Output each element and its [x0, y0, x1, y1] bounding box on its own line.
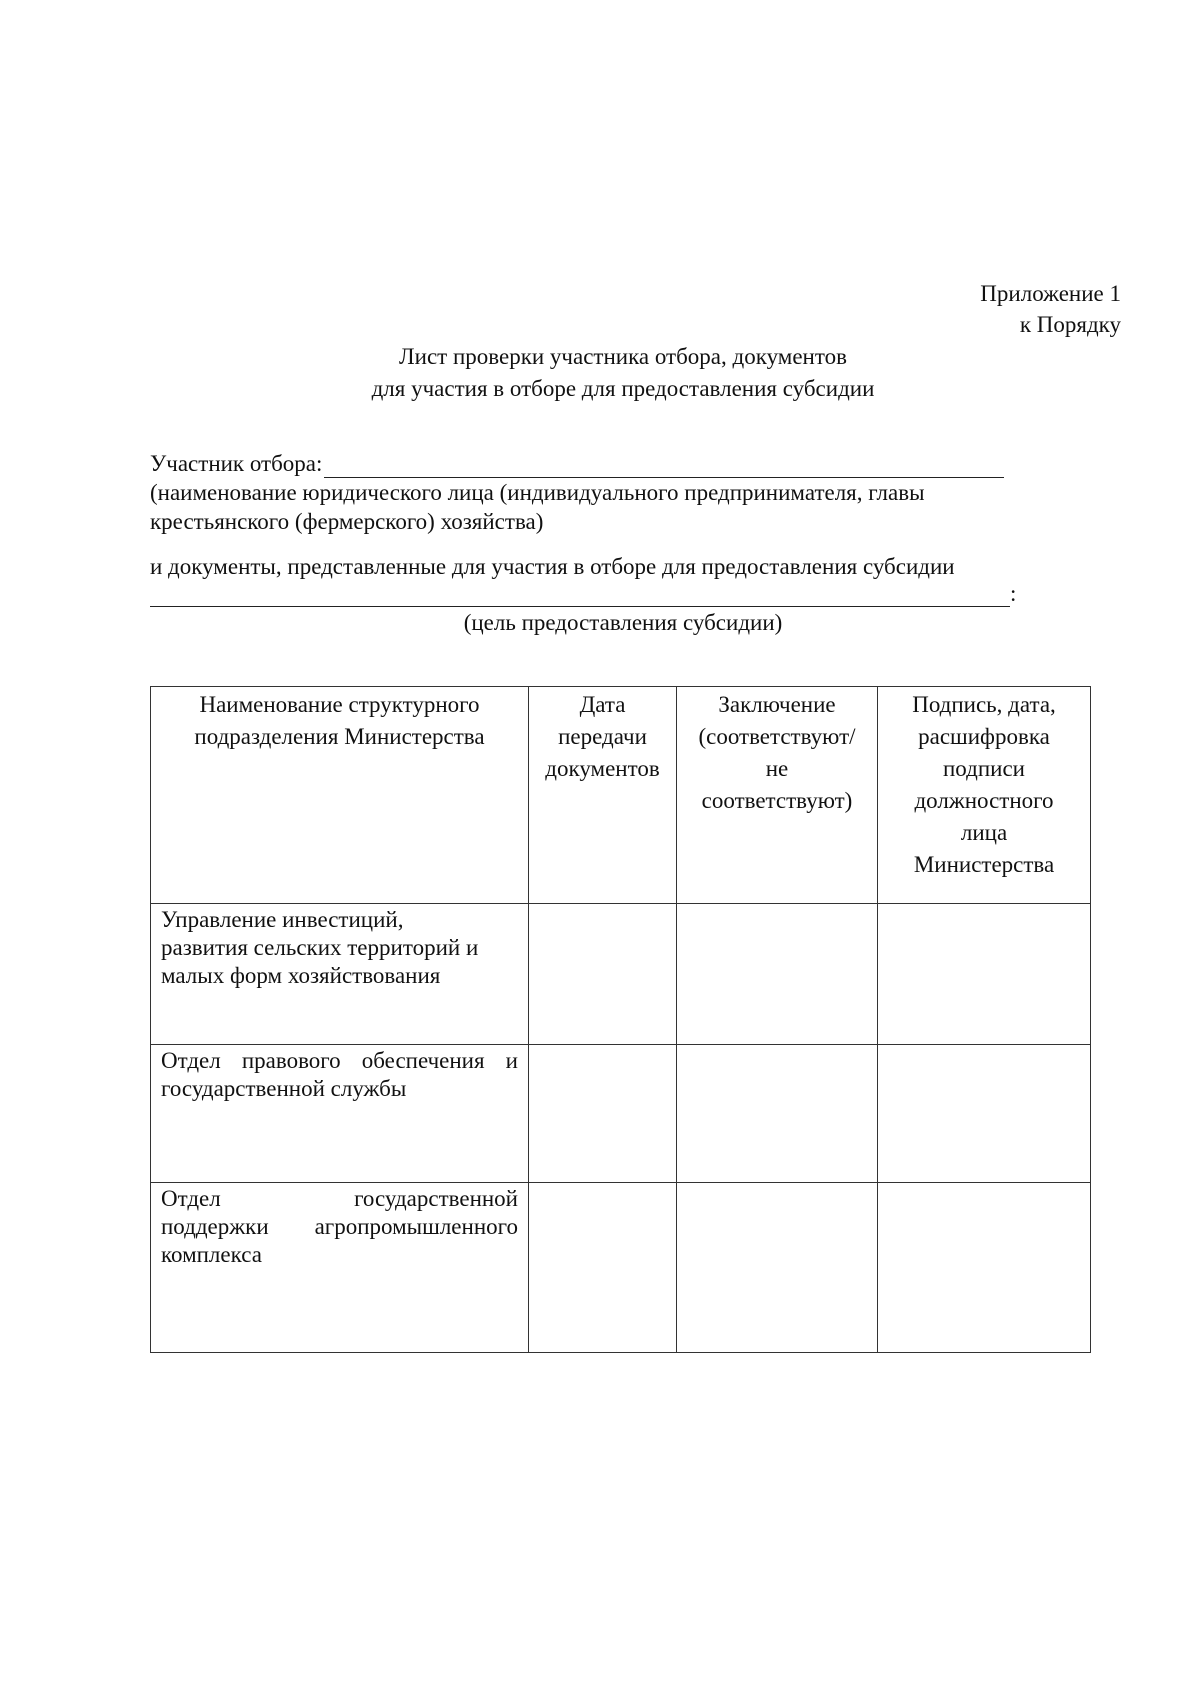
participant-name-field[interactable] — [324, 453, 1004, 478]
table-row — [151, 1045, 1091, 1183]
document-title — [0, 341, 1200, 405]
table-row — [151, 1183, 1091, 1353]
participant-section — [150, 449, 1004, 536]
table-header-row — [151, 687, 1091, 904]
subsidy-purpose-caption: (цель предоставления субсидии) — [463, 610, 783, 635]
participant-label: Участник отбора: — [150, 451, 323, 476]
header-department: Наименование структурного подразделения Министерства — [151, 687, 529, 904]
subsidy-purpose-field[interactable] — [150, 582, 1010, 607]
signature-cell[interactable] — [878, 1045, 1091, 1183]
title-line-2: для участия в отборе для предоставления субсидии — [371, 376, 875, 401]
transfer-date-cell[interactable] — [529, 1045, 677, 1183]
documents-text: и документы, представленные для участия в отборе для предоставления субсидии — [150, 554, 955, 579]
header-signature: Подпись, дата, расшифровка подписи должностного лица Министерства — [878, 687, 1091, 904]
department-name-cell: Отдел правового обеспечения и государственной службы — [151, 1045, 529, 1183]
header-conclusion: Заключение (соответствуют/ не соответствуют) — [677, 687, 878, 904]
title-line-1: Лист проверки участника отбора, документов — [399, 344, 847, 369]
table-row — [151, 904, 1091, 1045]
department-name-cell: Управление инвестиций, развития сельских территорий и малых форм хозяйствования — [151, 904, 529, 1045]
transfer-date-cell[interactable] — [529, 904, 677, 1045]
conclusion-cell[interactable] — [677, 1045, 878, 1183]
purpose-line-colon: : — [1010, 581, 1017, 606]
participant-note-line-1: (наименование юридического лица (индивидуального предпринимателя, главы — [150, 480, 925, 505]
appendix-number: Приложение 1 — [980, 281, 1121, 306]
appendix-order: к Порядку — [1019, 312, 1121, 337]
participant-note-line-2: крестьянского (фермерского) хозяйства) — [150, 509, 544, 534]
review-table — [150, 686, 1091, 1353]
department-name-cell: Отдел государственной поддержки агропромышленного комплекса — [151, 1183, 529, 1353]
appendix-reference — [980, 278, 1121, 340]
signature-cell[interactable] — [878, 1183, 1091, 1353]
conclusion-cell[interactable] — [677, 904, 878, 1045]
subsidy-purpose-line — [150, 581, 1016, 607]
signature-cell[interactable] — [878, 904, 1091, 1045]
header-transfer-date: Дата передачи документов — [529, 687, 677, 904]
transfer-date-cell[interactable] — [529, 1183, 677, 1353]
conclusion-cell[interactable] — [677, 1183, 878, 1353]
